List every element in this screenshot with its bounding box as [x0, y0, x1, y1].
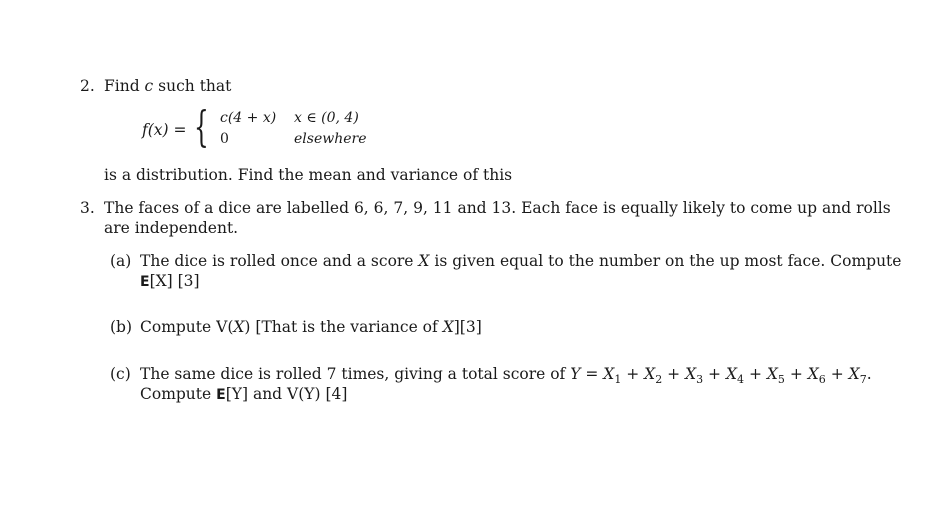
case-2-condition: elsewhere — [294, 131, 367, 147]
question-2-intro: Find c such that — [104, 77, 232, 95]
curly-brace-icon: { — [194, 102, 209, 151]
question-2-number: 2. — [80, 77, 95, 95]
question-2-follow-text: is a distribution. Find the mean and variance of this — [104, 166, 513, 184]
question-3-line-1: The faces of a dice are labelled 6, 6, 7, 9, 11 and 13. Each face is equally likely to come up and rolls — [104, 199, 891, 217]
part-b-line-1: Compute V(X) [That is the variance of X][3] — [140, 318, 482, 336]
part-b-label: (b) — [110, 318, 133, 336]
piecewise-equation — [142, 102, 382, 152]
part-a-line-2: E[X] [3] — [140, 272, 200, 290]
part-a-line-1: The dice is rolled once and a score X is given equal to the number on the up most face. Compute — [140, 252, 902, 270]
part-c-line-2: Compute E[Y] and V(Y) [4] — [140, 385, 348, 403]
case-2-expression: 0 — [220, 131, 229, 147]
case-1-condition: x ∈ (0, 4) — [294, 110, 359, 126]
part-a-label: (a) — [110, 252, 132, 270]
question-3-number: 3. — [80, 199, 95, 217]
question-3-line-2: are independent. — [104, 219, 239, 237]
equation-lhs: f(x) = — [142, 121, 187, 139]
part-c-line-1: The same dice is rolled 7 times, giving a total score of $Y = X_1 + X_2 + X_3 + X_4 + X_5 + X_6 + X_7$. — [140, 365, 872, 386]
part-c-label: (c) — [110, 365, 131, 383]
case-1-expression: c(4 + x) — [220, 110, 277, 126]
